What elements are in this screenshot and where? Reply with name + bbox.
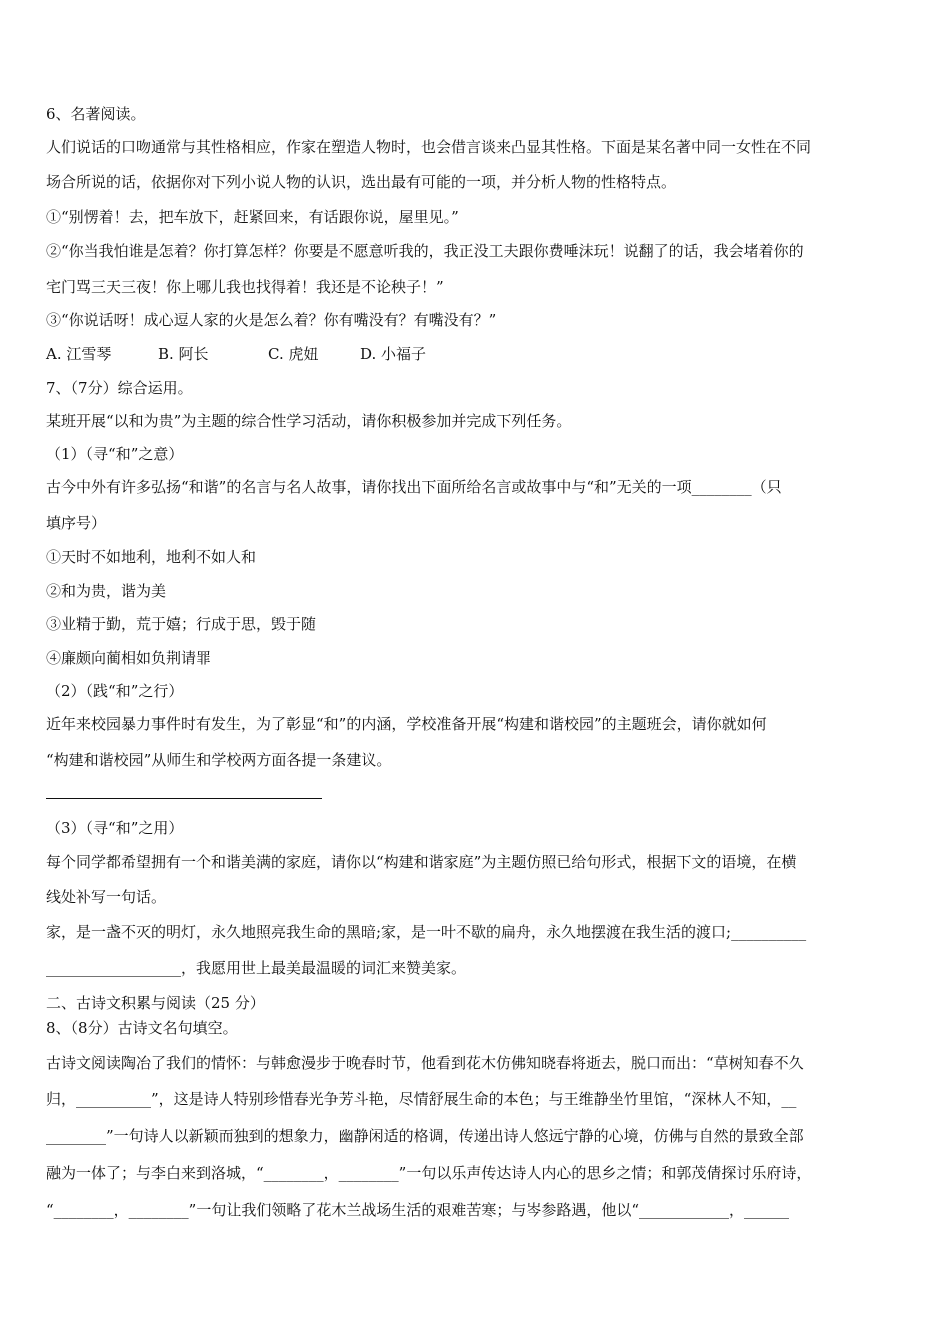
q6-intro-line2: 场合所说的话，依据你对下列小说人物的认识，选出最有可能的一项，并分析人物的性格特点。	[46, 173, 677, 191]
option-a: A. 江雪琴	[46, 345, 112, 363]
q7-part3-title: （3）（寻“和”之用）	[46, 819, 184, 837]
q8-title: 8、（8分）古诗文名句填空。	[46, 1019, 238, 1037]
q7-item-1: ①天时不如地利，地利不如人和	[46, 548, 257, 566]
q7-item-4: ④廉颇向蔺相如负荆请罪	[46, 649, 212, 667]
q7-intro: 某班开展“以和为贵”为主题的综合性学习活动，请你积极参加并完成下列任务。	[46, 412, 572, 430]
q8-text-line2: 归，__________”，这是诗人特别珍惜春光争芳斗艳，尽情舒展生命的本色；与王维静坐竹里馆，“深林人不知，__	[46, 1090, 797, 1108]
q7-title: 7、（7分）综合运用。	[46, 379, 193, 397]
q7-part3-text-line4: __________________，我愿用世上最美最温暖的词汇来赞美家。	[46, 959, 467, 977]
q6-intro-line1: 人们说话的口吻通常与其性格相应，作家在塑造人物时，也会借言谈来凸显其性格。下面是某名著中同一女性在不同	[46, 138, 812, 156]
q7-item-2: ②和为贵，谐为美	[46, 582, 167, 600]
q6-quote1: ①“别愣着！去，把车放下，赶紧回来，有话跟你说，屋里见。”	[46, 208, 459, 226]
q7-part3-text-line2: 线处补写一句话。	[46, 888, 167, 906]
option-b: B. 阿长	[158, 345, 209, 363]
q6-title: 6、名著阅读。	[46, 105, 146, 123]
q7-part2-text-line2: “构建和谐校园”从师生和学校两方面各提一条建议。	[46, 751, 392, 769]
q6-quote2-line2: 宅门骂三天三夜！你上哪儿我也找得着！我还是不论秧子！”	[46, 278, 444, 296]
section2-title: 二、古诗文积累与阅读（25 分）	[46, 994, 265, 1012]
q7-part2-text-line1: 近年来校园暴力事件时有发生，为了彰显“和”的内涵，学校准备开展“构建和谐校园”的主题班会，请你就如何	[46, 715, 767, 733]
q6-options	[46, 344, 426, 364]
q7-item-3: ③业精于勤，荒于嬉；行成于思，毁于随	[46, 615, 317, 633]
q8-text-line5: “________，________”一句让我们领略了花木兰战场生活的艰难苦寒；与岑参路遇，他以“____________，______	[46, 1201, 790, 1219]
q7-part3-text-line1: 每个同学都希望拥有一个和谐美满的家庭，请你以“构建和谐家庭”为主题仿照已给句形式，根据下文的语境，在横	[46, 853, 797, 871]
q7-part2-title: （2）（践“和”之行）	[46, 682, 184, 700]
option-d: D. 小福子	[360, 345, 427, 363]
q8-text-line1: 古诗文阅读陶冶了我们的情怀：与韩愈漫步于晚春时节，他看到花木仿佛知晓春将逝去，脱口而出：“草树知春不久	[46, 1054, 804, 1072]
q6-quote3: ③“你说话呀！成心逗人家的火是怎么着？你有嘴没有？有嘴没有？”	[46, 311, 497, 329]
q6-quote2-line1: ②“你当我怕谁是怎着？你打算怎样？你要是不愿意听我的，我正没工夫跟你费唾沫玩！说翻了的话，我会堵着你的	[46, 242, 804, 260]
option-c: C. 虎妞	[268, 345, 319, 363]
q7-part1-text-line1: 古今中外有许多弘扬“和谐”的名言与名人故事，请你找出下面所给名言或故事中与“和”无关的一项________（只	[46, 478, 782, 496]
answer-line	[46, 798, 322, 799]
q7-part1-text-line2: 填序号）	[46, 514, 107, 532]
q8-text-line4: 融为一体了；与李白来到洛城，“________，________”一句以乐声传达诗人内心的思乡之情；和郭茂倩探讨乐府诗，	[46, 1164, 812, 1182]
q7-part1-title: （1）（寻“和”之意）	[46, 445, 184, 463]
q7-part3-text-line3: 家，是一盏不灭的明灯，永久地照亮我生命的黑暗;家，是一叶不歇的扁舟，永久地摆渡在我生活的渡口;__________	[46, 923, 807, 941]
q8-text-line3: ________”一句诗人以新颖而独到的想象力，幽静闲适的格调，传递出诗人悠远宁静的心境，仿佛与自然的景致全部	[46, 1127, 804, 1145]
